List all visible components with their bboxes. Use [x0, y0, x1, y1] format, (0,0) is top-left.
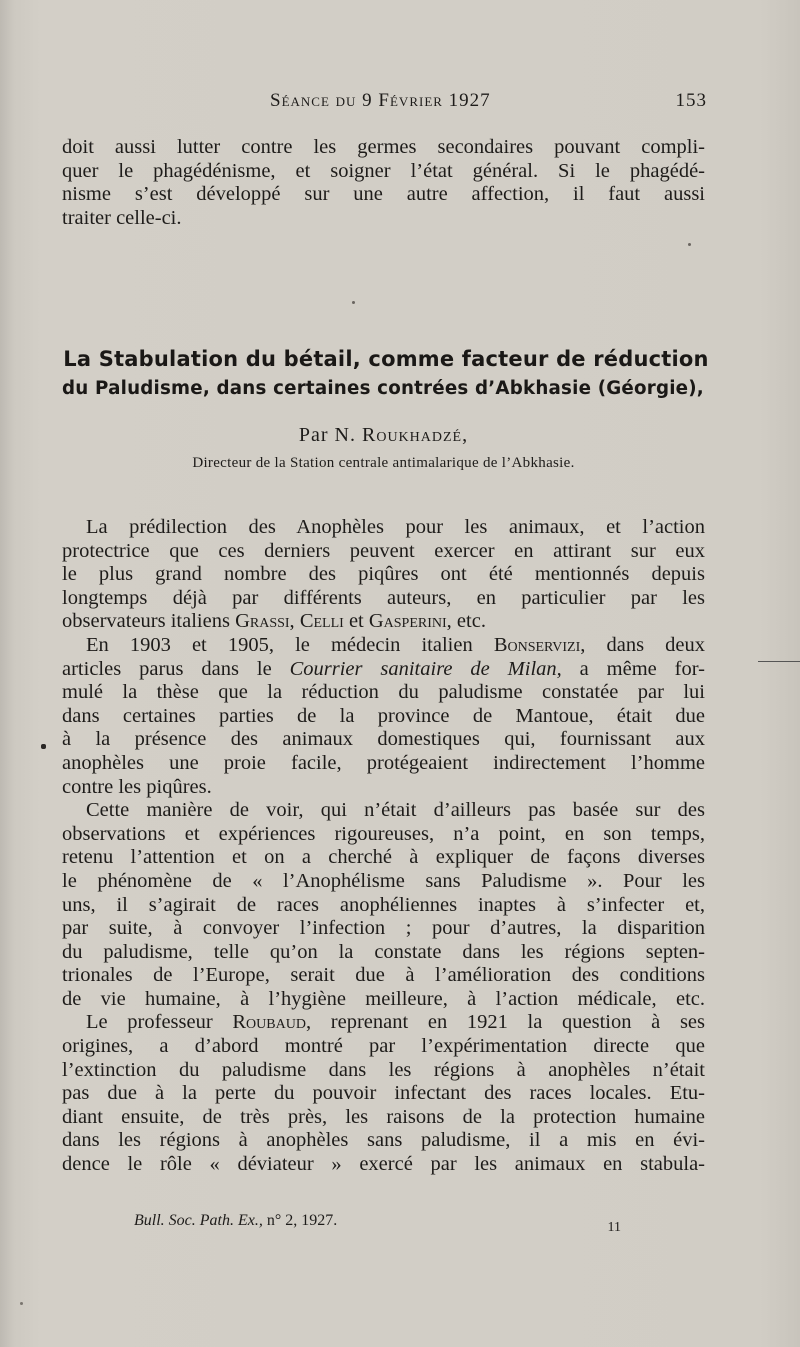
text-line — [62, 610, 705, 634]
author-name: Roukhadzé, — [362, 424, 469, 446]
journal-title: Courrier sanitaire de Milan, — [289, 657, 562, 680]
text-line: observations et expériences rigoureuses, n’a point, en son temps, — [62, 822, 705, 845]
author-line — [62, 424, 705, 447]
text-line: dence le rôle « déviateur » exercé par les animaux en stabula- — [62, 1153, 705, 1176]
text-line: quer le phagédénisme, et soigner l’état général. Si le phagédé- — [62, 159, 705, 182]
text-line: du paludisme, telle qu’on la constate dans les régions septen- — [62, 940, 705, 963]
text-line: contre les piqûres. — [62, 775, 212, 798]
text-span: En 1903 et 1905, le médecin italien — [86, 633, 473, 656]
text-line: doit aussi lutter contre les germes secondaires pouvant compli- — [62, 136, 705, 158]
cited-name: Grassi, — [235, 610, 295, 633]
scan-speck — [20, 1302, 23, 1305]
text-line — [62, 634, 705, 658]
title-line-1: La Stabulation du bétail, comme facteur de réduction — [63, 347, 709, 371]
text-span: articles parus dans le — [62, 657, 272, 680]
text-line: uns, il s’agirait de races anophéliennes inaptes à s’infecter et, — [62, 893, 705, 916]
scan-speck — [352, 301, 355, 304]
text-line: origines, a d’abord montré par l’expérimentation directe que — [62, 1035, 705, 1058]
author-affiliation: Directeur de la Station centrale antimalarique de l’Abkhasie. — [192, 455, 575, 471]
cited-name: Gasperini, — [368, 610, 452, 633]
text-line: de vie humaine, à l’hygiène meilleure, à l’action médicale, etc. — [62, 987, 705, 1010]
text-line: La prédilection des Anophèles pour les animaux, et l’action — [86, 516, 705, 538]
citation-issue: n° 2, 1927. — [266, 1212, 338, 1229]
text-line: pas due à la perte du pouvoir infectant des races locales. Etu- — [62, 1082, 705, 1105]
page-footer — [62, 1212, 705, 1236]
text-span: etc. — [456, 610, 486, 633]
text-line: le plus grand nombre des piqûres ont été mentionnés depuis — [62, 563, 705, 586]
text-span: a même for- — [579, 657, 705, 680]
text-line: retenu l’attention et on a cherché à expliquer de façons diverses — [62, 846, 705, 869]
text-span: et — [348, 610, 364, 633]
text-line: Cette manière de voir, qui n’était d’ailleurs pas basée sur des — [86, 799, 705, 822]
text-line: dans les régions à anophèles sans paludisme, il a mis en évi- — [62, 1129, 705, 1152]
text-line: trionales de l’Europe, serait due à l’amélioration des conditions — [62, 964, 705, 987]
cited-name: Bonservizi, — [493, 633, 586, 656]
text-line: protectrice que ces derniers peuvent exercer en attirant sur eux — [62, 539, 705, 562]
text-line: le phénomène de « l’Anophélisme sans Paludisme ». Pour les — [62, 869, 705, 892]
text-line: nisme s’est développé sur une autre affection, il faut aussi — [62, 183, 705, 206]
text-line: dans certaines parties de la province de Mantoue, était due — [62, 704, 705, 727]
text-line — [62, 658, 705, 682]
text-line: par suite, à convoyer l’infection ; pour d’autres, la disparition — [62, 917, 705, 940]
text-line — [62, 1011, 705, 1035]
intro-paragraph — [62, 136, 705, 230]
page-number: 153 — [675, 90, 707, 111]
scan-speck — [688, 243, 691, 246]
title-line-2: du Paludisme, dans certaines contrées d’Abkhasie (Géorgie), — [62, 378, 704, 399]
body-text — [62, 516, 705, 1177]
journal-citation — [134, 1212, 337, 1230]
running-head: Séance du 9 Février 1927 — [270, 90, 491, 111]
margin-dot — [41, 744, 46, 749]
text-line: longtemps déjà par différents auteurs, en particulier par les — [62, 586, 705, 609]
text-span: dans deux — [606, 633, 705, 656]
text-line: diant ensuite, de très près, les raisons de la protection humaine — [62, 1105, 705, 1128]
text-line: mulé la thèse que la réduction du paludisme constatée par lui — [62, 681, 705, 704]
signature-mark: 11 — [607, 1220, 621, 1235]
citation-title: Bull. Soc. Path. Ex., — [134, 1212, 263, 1229]
running-header — [62, 90, 707, 118]
article-title — [62, 344, 710, 404]
margin-mark — [758, 661, 800, 662]
text-line: l’extinction du paludisme dans les régions à anophèles n’était — [62, 1058, 705, 1081]
cited-name: Roubaud, — [232, 1011, 312, 1034]
cited-name: Celli — [299, 610, 344, 633]
text-line: traiter celle-ci. — [62, 206, 182, 229]
text-line: à la présence des animaux domestiques qui, fournissant aux — [62, 728, 705, 751]
text-span: observateurs italiens — [62, 610, 230, 633]
author-prefix: Par N. — [298, 424, 356, 446]
text-line: anophèles une proie facile, protégeaient indirectement l’homme — [62, 751, 705, 774]
text-span: reprenant en 1921 la question à ses — [330, 1011, 705, 1034]
text-span: Le professeur — [86, 1011, 213, 1034]
